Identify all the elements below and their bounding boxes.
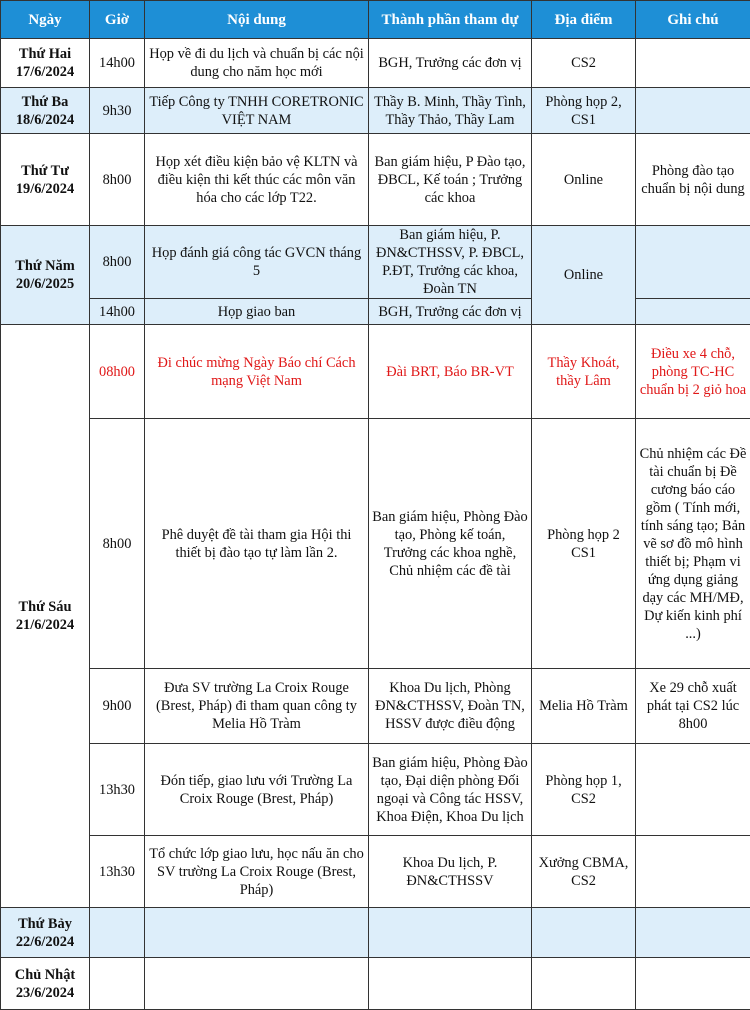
participants-cell: Ban giám hiệu, P. ĐN&CTHSSV, P. ĐBCL, P.ĐT, Trưởng các khoa, Đoàn TN	[369, 226, 532, 299]
content-cell: Họp đánh giá công tác GVCN tháng 5	[145, 226, 369, 299]
day-date: 18/6/2024	[16, 112, 74, 128]
note-cell	[636, 836, 750, 908]
day-label: Thứ Ba	[22, 94, 69, 110]
table-row	[1, 669, 750, 744]
time-cell: 9h30	[90, 88, 145, 134]
location-cell: Online	[532, 134, 636, 226]
time-cell: 08h00	[90, 325, 145, 419]
note-cell	[636, 88, 750, 134]
participants-cell: Khoa Du lịch, P. ĐN&CTHSSV	[369, 836, 532, 908]
day-cell-sun	[1, 958, 90, 1010]
day-label: Thứ Năm	[15, 258, 74, 274]
note-cell	[636, 226, 750, 299]
participants-cell: Ban giám hiệu, P Đào tạo, ĐBCL, Kế toán ; Trưởng các khoa	[369, 134, 532, 226]
time-cell	[90, 958, 145, 1010]
day-label: Chủ Nhật	[15, 967, 75, 983]
participants-cell	[369, 908, 532, 958]
table-row	[1, 908, 750, 958]
header-location: Địa điểm	[532, 1, 636, 39]
content-cell	[145, 958, 369, 1010]
header-note: Ghi chú	[636, 1, 750, 39]
table-row	[1, 134, 750, 226]
content-cell	[145, 908, 369, 958]
participants-cell: Ban giám hiệu, Phòng Đào tạo, Phòng kế toán, Trưởng các khoa nghề, Chủ nhiệm các đề tài	[369, 419, 532, 669]
content-cell: Đưa SV trường La Croix Rouge (Brest, Pháp) đi tham quan công ty Melia Hồ Tràm	[145, 669, 369, 744]
header-participants: Thành phần tham dự	[369, 1, 532, 39]
content-cell: Họp xét điều kiện bảo vệ KLTN và điều kiện thi kết thúc các môn văn hóa cho các lớp T22.	[145, 134, 369, 226]
content-cell: Phê duyệt đề tài tham gia Hội thi thiết bị đào tạo tự làm lần 2.	[145, 419, 369, 669]
table-row	[1, 39, 750, 88]
day-cell-sat	[1, 908, 90, 958]
day-label: Thứ Sáu	[18, 599, 71, 615]
content-cell: Đi chúc mừng Ngày Báo chí Cách mạng Việt Nam	[145, 325, 369, 419]
table-row	[1, 325, 750, 419]
table-row	[1, 958, 750, 1010]
participants-cell	[369, 958, 532, 1010]
time-cell: 14h00	[90, 299, 145, 325]
header-row	[1, 1, 750, 39]
participants-cell: BGH, Trưởng các đơn vị	[369, 299, 532, 325]
note-cell	[636, 299, 750, 325]
day-date: 17/6/2024	[16, 64, 74, 80]
note-cell: Phòng đào tạo chuẩn bị nội dung	[636, 134, 750, 226]
time-cell: 9h00	[90, 669, 145, 744]
note-cell: Điều xe 4 chỗ, phòng TC-HC chuẩn bị 2 giỏ hoa	[636, 325, 750, 419]
day-date: 19/6/2024	[16, 181, 74, 197]
table-row	[1, 299, 750, 325]
day-cell-wed	[1, 134, 90, 226]
time-cell: 13h30	[90, 836, 145, 908]
day-date: 23/6/2024	[16, 985, 74, 1001]
participants-cell: Ban giám hiệu, Phòng Đào tạo, Đại diện phòng Đối ngoại và Công tác HSSV, Khoa Điện, Khoa Du lịch	[369, 744, 532, 836]
location-cell: Phòng họp 2, CS1	[532, 88, 636, 134]
location-cell: Online	[532, 226, 636, 325]
day-label: Thứ Tư	[21, 163, 69, 179]
day-cell-fri	[1, 325, 90, 908]
note-cell	[636, 39, 750, 88]
location-cell: Thầy Khoát, thầy Lâm	[532, 325, 636, 419]
content-cell: Đón tiếp, giao lưu với Trường La Croix Rouge (Brest, Pháp)	[145, 744, 369, 836]
content-cell: Tiếp Công ty TNHH CORETRONIC VIỆT NAM	[145, 88, 369, 134]
location-cell: Xưởng CBMA, CS2	[532, 836, 636, 908]
note-cell	[636, 744, 750, 836]
table-row	[1, 88, 750, 134]
day-date: 20/6/2025	[16, 276, 74, 292]
day-cell-tue	[1, 88, 90, 134]
header-content: Nội dung	[145, 1, 369, 39]
participants-cell: Thầy B. Minh, Thầy Tình, Thầy Thảo, Thầy Lam	[369, 88, 532, 134]
participants-cell: Khoa Du lịch, Phòng ĐN&CTHSSV, Đoàn TN, HSSV được điều động	[369, 669, 532, 744]
day-cell-mon	[1, 39, 90, 88]
table-row	[1, 836, 750, 908]
content-cell: Họp về đi du lịch và chuẩn bị các nội dung cho năm học mới	[145, 39, 369, 88]
time-cell: 8h00	[90, 134, 145, 226]
note-cell: Xe 29 chỗ xuất phát tại CS2 lúc 8h00	[636, 669, 750, 744]
location-cell: CS2	[532, 39, 636, 88]
location-cell: Melia Hồ Tràm	[532, 669, 636, 744]
time-cell	[90, 908, 145, 958]
location-cell	[532, 958, 636, 1010]
note-cell	[636, 908, 750, 958]
time-cell: 13h30	[90, 744, 145, 836]
note-cell: Chủ nhiệm các Đề tài chuẩn bị Đề cương báo cáo gồm ( Tính mới, tính sáng tạo; Bản vẽ sơ đồ mô hình thiết bị; Phạm vi ứng dụng giảng dạy các MH/MĐ, Dự kiến kinh phí ...)	[636, 419, 750, 669]
header-day: Ngày	[1, 1, 90, 39]
note-cell	[636, 958, 750, 1010]
time-cell: 14h00	[90, 39, 145, 88]
day-date: 21/6/2024	[16, 617, 74, 633]
content-cell: Họp giao ban	[145, 299, 369, 325]
participants-cell: Đài BRT, Báo BR-VT	[369, 325, 532, 419]
day-date: 22/6/2024	[16, 934, 74, 950]
location-cell	[532, 908, 636, 958]
day-cell-thu	[1, 226, 90, 325]
day-label: Thứ Bảy	[18, 916, 72, 932]
table-row	[1, 226, 750, 299]
table-row	[1, 419, 750, 669]
time-cell: 8h00	[90, 419, 145, 669]
header-time: Giờ	[90, 1, 145, 39]
day-label: Thứ Hai	[19, 46, 71, 62]
content-cell: Tổ chức lớp giao lưu, học nấu ăn cho SV trường La Croix Rouge (Brest, Pháp)	[145, 836, 369, 908]
participants-cell: BGH, Trưởng các đơn vị	[369, 39, 532, 88]
location-cell: Phòng họp 2 CS1	[532, 419, 636, 669]
location-cell: Phòng họp 1, CS2	[532, 744, 636, 836]
time-cell: 8h00	[90, 226, 145, 299]
table-row	[1, 744, 750, 836]
